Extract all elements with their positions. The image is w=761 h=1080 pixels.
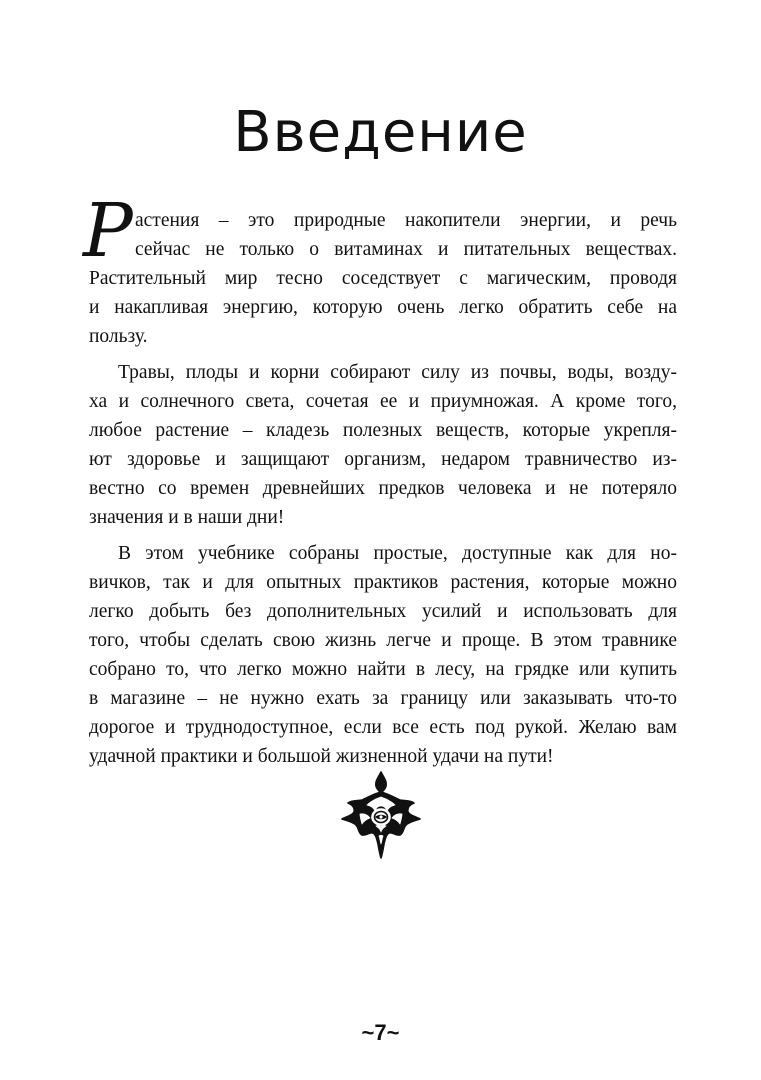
floral-ornament-icon bbox=[340, 770, 422, 860]
paragraph-line: дорогое и труднодоступное, если все есть под рукой. Желаю вам bbox=[89, 717, 677, 738]
chapter-title: Введение bbox=[233, 100, 528, 165]
paragraph-line: сейчас не только о витаминах и питательных веществах. bbox=[135, 239, 677, 260]
paragraph-line: пользу. bbox=[89, 326, 148, 347]
paragraph-line: В этом учебнике собраны простые, доступные как для но- bbox=[118, 543, 677, 564]
paragraph-line: астения – это природные накопители энергии, и речь bbox=[135, 210, 677, 231]
paragraph-line: Травы, плоды и корни собирают силу из почвы, воды, возду- bbox=[118, 362, 677, 383]
paragraph-line: ха и солнечного света, сочетая ее и приумножая. А кроме того, bbox=[89, 391, 677, 412]
paragraph-line: легко добыть без дополнительных усилий и использовать для bbox=[89, 601, 677, 622]
page-number: ~7~ bbox=[361, 1020, 400, 1045]
paragraph-line: вичков, так и для опытных практиков растения, которые можно bbox=[89, 572, 677, 593]
paragraph-1 bbox=[83, 188, 677, 351]
paragraph-3 bbox=[89, 539, 677, 771]
paragraph-line: значения и в наши дни! bbox=[89, 507, 285, 528]
drop-cap-letter: Р bbox=[83, 188, 133, 274]
paragraph-line: в магазине – не нужно ехать за границу или заказывать что-то bbox=[89, 688, 677, 709]
paragraph-line: того, чтобы сделать свою жизнь легче и проще. В этом травнике bbox=[89, 630, 677, 651]
paragraph-line: Растительный мир тесно соседствует с магическим, проводя bbox=[89, 268, 677, 289]
paragraph-line: и накапливая энергию, которую очень легко обратить себе на bbox=[89, 297, 677, 318]
paragraph-line: вестно со времен древнейших предков человека и не потеряло bbox=[89, 478, 677, 499]
paragraph-2 bbox=[89, 358, 677, 532]
paragraph-line: удачной практики и большой жизненной удачи на пути! bbox=[89, 746, 554, 767]
paragraph-line: ют здоровье и защищают организм, недаром травничество из- bbox=[89, 449, 677, 470]
paragraph-line: собрано то, что легко можно найти в лесу, на грядке или купить bbox=[89, 659, 677, 680]
chapter-body bbox=[83, 188, 677, 771]
paragraph-line: любое растение – кладезь полезных веществ, которые укрепля- bbox=[89, 420, 677, 441]
